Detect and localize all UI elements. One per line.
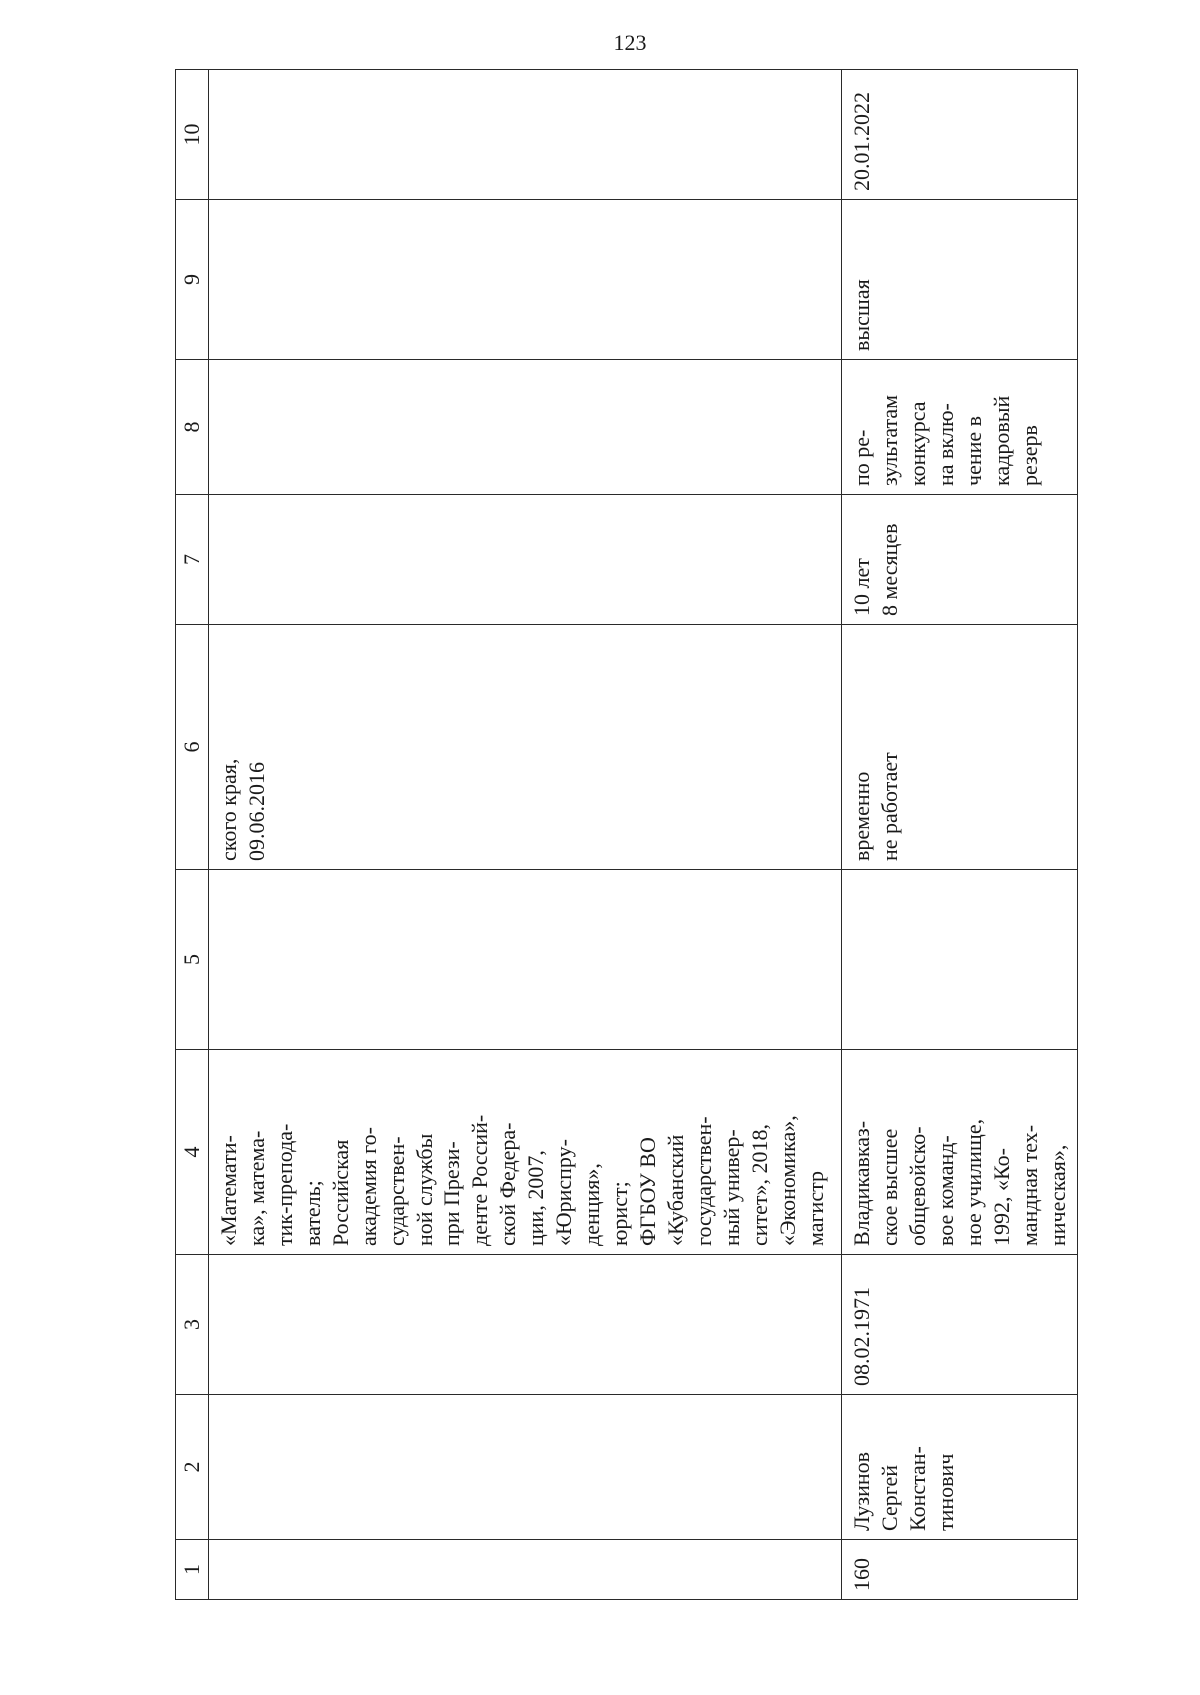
inclusion-date: 20.01.2022 bbox=[848, 92, 874, 191]
table-row bbox=[208, 70, 841, 1600]
table-cell bbox=[841, 1050, 1078, 1255]
column-number: 1 bbox=[176, 1540, 209, 1600]
column-number: 5 bbox=[176, 870, 209, 1050]
birth-date: 08.02.1971 bbox=[848, 1287, 874, 1386]
table-cell bbox=[841, 1540, 1078, 1600]
table-cell bbox=[208, 495, 841, 625]
workplace-text: временно не работает bbox=[848, 752, 902, 861]
table-cell bbox=[208, 625, 841, 870]
column-number: 7 bbox=[176, 495, 209, 625]
row-number: 160 bbox=[848, 1558, 874, 1591]
table-cell bbox=[841, 495, 1078, 625]
table-row bbox=[841, 70, 1078, 1600]
full-name: Лузинов Сергей Констан- тинович bbox=[848, 1446, 958, 1531]
personnel-table bbox=[175, 69, 1078, 1600]
table-cell bbox=[841, 625, 1078, 870]
rotated-table-container bbox=[175, 70, 1070, 1600]
table-cell bbox=[841, 870, 1078, 1050]
table-cell bbox=[208, 1050, 841, 1255]
table-cell bbox=[208, 200, 841, 360]
table-cell bbox=[841, 1395, 1078, 1540]
column-number: 2 bbox=[176, 1395, 209, 1540]
column-number: 9 bbox=[176, 200, 209, 360]
education-text: «Математи- ка», матема- тик-препода- ватель; Российская академия го- сударствен- ной службы при Прези- денте Россий- ской Федера- ции, 2007, «Юриспру- денция», юрист; ФГБОУ ВО «Кубанский государствен- ный универ- ситет», 2018, «Экономика», магистр bbox=[215, 1114, 828, 1246]
table-cell bbox=[841, 70, 1078, 200]
column-number: 4 bbox=[176, 1050, 209, 1255]
column-number: 6 bbox=[176, 625, 209, 870]
table-cell bbox=[208, 1255, 841, 1395]
table-cell bbox=[208, 1395, 841, 1540]
table-cell bbox=[208, 870, 841, 1050]
column-number: 8 bbox=[176, 360, 209, 495]
table-cell bbox=[841, 200, 1078, 360]
reserve-level-text: высшая bbox=[848, 279, 874, 351]
table-cell bbox=[208, 1540, 841, 1600]
column-number: 3 bbox=[176, 1255, 209, 1395]
education-text: Владикавказ- ское высшее общевойско- вое команд- ное училище, 1992, «Ко- мандная тех- ническая», bbox=[848, 1118, 1070, 1246]
inclusion-basis-text: по ре- зультатам конкурса на вклю- чение в кадровый резерв bbox=[848, 394, 1042, 486]
page-number: 123 bbox=[613, 30, 647, 55]
table-cell bbox=[841, 1255, 1078, 1395]
column-number: 10 bbox=[176, 70, 209, 200]
table-cell bbox=[208, 70, 841, 200]
table-cell bbox=[841, 360, 1078, 495]
table-cell bbox=[208, 360, 841, 495]
experience-text: 10 лет 8 месяцев bbox=[848, 523, 902, 616]
workplace-text: ского края, 09.06.2016 bbox=[215, 758, 269, 861]
column-number-row bbox=[176, 70, 209, 1600]
